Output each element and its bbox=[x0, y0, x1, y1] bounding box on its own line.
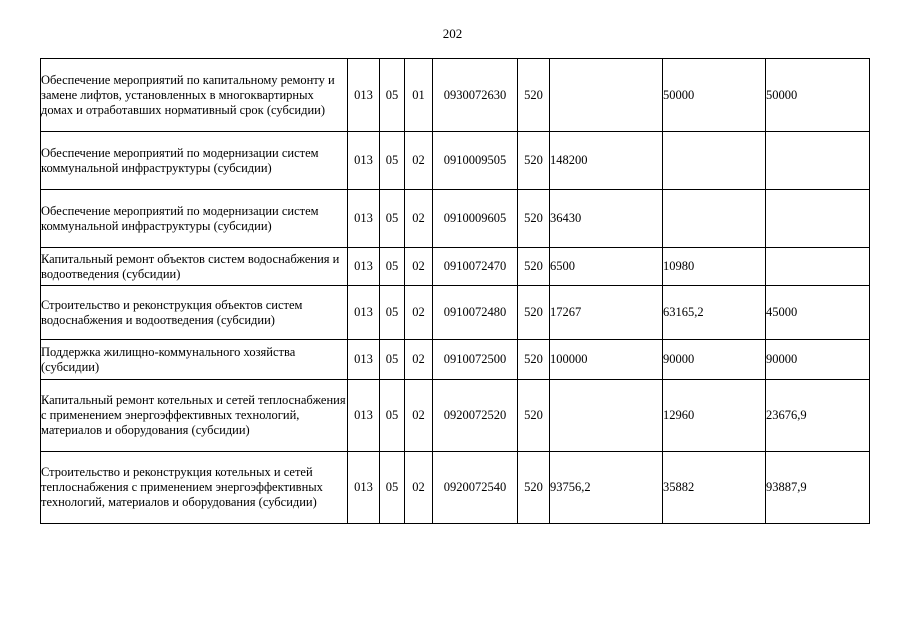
subsection-code: 01 bbox=[405, 59, 433, 132]
expense-type-code: 520 bbox=[518, 380, 550, 452]
target-article-code: 0910072470 bbox=[433, 248, 518, 286]
amount-year-2 bbox=[663, 190, 766, 248]
table-row bbox=[41, 452, 870, 524]
amount-year-2: 10980 bbox=[663, 248, 766, 286]
amount-year-1: 100000 bbox=[550, 340, 663, 380]
table-row bbox=[41, 59, 870, 132]
target-article-code: 0930072630 bbox=[433, 59, 518, 132]
amount-year-2: 50000 bbox=[663, 59, 766, 132]
ministry-code: 013 bbox=[348, 248, 380, 286]
section-code: 05 bbox=[380, 452, 405, 524]
ministry-code: 013 bbox=[348, 190, 380, 248]
amount-year-1: 17267 bbox=[550, 286, 663, 340]
subsection-code: 02 bbox=[405, 340, 433, 380]
budget-table bbox=[40, 58, 870, 524]
amount-year-3: 50000 bbox=[766, 59, 870, 132]
table-row bbox=[41, 286, 870, 340]
amount-year-2: 12960 bbox=[663, 380, 766, 452]
section-code: 05 bbox=[380, 132, 405, 190]
amount-year-1 bbox=[550, 380, 663, 452]
target-article-code: 0910009605 bbox=[433, 190, 518, 248]
section-code: 05 bbox=[380, 340, 405, 380]
amount-year-3: 93887,9 bbox=[766, 452, 870, 524]
ministry-code: 013 bbox=[348, 59, 380, 132]
target-article-code: 0920072520 bbox=[433, 380, 518, 452]
table-row bbox=[41, 340, 870, 380]
amount-year-3 bbox=[766, 132, 870, 190]
amount-year-1: 148200 bbox=[550, 132, 663, 190]
amount-year-2: 90000 bbox=[663, 340, 766, 380]
expense-type-code: 520 bbox=[518, 340, 550, 380]
expense-type-code: 520 bbox=[518, 59, 550, 132]
row-name: Строительство и реконструкция объектов систем водоснабжения и водоотведения (субсидии) bbox=[41, 286, 348, 340]
ministry-code: 013 bbox=[348, 452, 380, 524]
target-article-code: 0910072500 bbox=[433, 340, 518, 380]
row-name: Капитальный ремонт котельных и сетей теплоснабжения с применением энергоэффективных технологий, материалов и оборудования (субсидии) bbox=[41, 380, 348, 452]
amount-year-3: 45000 bbox=[766, 286, 870, 340]
row-name: Поддержка жилищно-коммунального хозяйства (субсидии) bbox=[41, 340, 348, 380]
section-code: 05 bbox=[380, 248, 405, 286]
amount-year-3 bbox=[766, 190, 870, 248]
amount-year-3 bbox=[766, 248, 870, 286]
section-code: 05 bbox=[380, 59, 405, 132]
expense-type-code: 520 bbox=[518, 132, 550, 190]
section-code: 05 bbox=[380, 190, 405, 248]
subsection-code: 02 bbox=[405, 132, 433, 190]
amount-year-3: 90000 bbox=[766, 340, 870, 380]
table-row bbox=[41, 132, 870, 190]
subsection-code: 02 bbox=[405, 286, 433, 340]
subsection-code: 02 bbox=[405, 248, 433, 286]
row-name: Строительство и реконструкция котельных и сетей теплоснабжения с применением энергоэффективных технологий, материалов и оборудования (субсидии) bbox=[41, 452, 348, 524]
amount-year-2 bbox=[663, 132, 766, 190]
subsection-code: 02 bbox=[405, 190, 433, 248]
table-row bbox=[41, 248, 870, 286]
subsection-code: 02 bbox=[405, 380, 433, 452]
ministry-code: 013 bbox=[348, 286, 380, 340]
amount-year-2: 63165,2 bbox=[663, 286, 766, 340]
table-row bbox=[41, 380, 870, 452]
expense-type-code: 520 bbox=[518, 248, 550, 286]
row-name: Обеспечение мероприятий по модернизации систем коммунальной инфраструктуры (субсидии) bbox=[41, 190, 348, 248]
target-article-code: 0910009505 bbox=[433, 132, 518, 190]
amount-year-2: 35882 bbox=[663, 452, 766, 524]
expense-type-code: 520 bbox=[518, 190, 550, 248]
page-number: 202 bbox=[442, 26, 463, 41]
expense-type-code: 520 bbox=[518, 452, 550, 524]
amount-year-1: 36430 bbox=[550, 190, 663, 248]
table-row bbox=[41, 190, 870, 248]
expense-type-code: 520 bbox=[518, 286, 550, 340]
amount-year-3: 23676,9 bbox=[766, 380, 870, 452]
row-name: Обеспечение мероприятий по капитальному ремонту и замене лифтов, установленных в многоквартирных домах и отработавших нормативный срок (субсидии) bbox=[41, 59, 348, 132]
target-article-code: 0910072480 bbox=[433, 286, 518, 340]
amount-year-1: 93756,2 bbox=[550, 452, 663, 524]
amount-year-1: 6500 bbox=[550, 248, 663, 286]
section-code: 05 bbox=[380, 380, 405, 452]
section-code: 05 bbox=[380, 286, 405, 340]
ministry-code: 013 bbox=[348, 340, 380, 380]
row-name: Обеспечение мероприятий по модернизации систем коммунальной инфраструктуры (субсидии) bbox=[41, 132, 348, 190]
ministry-code: 013 bbox=[348, 132, 380, 190]
row-name: Капитальный ремонт объектов систем водоснабжения и водоотведения (субсидии) bbox=[41, 248, 348, 286]
amount-year-1 bbox=[550, 59, 663, 132]
table-body bbox=[41, 59, 870, 524]
target-article-code: 0920072540 bbox=[433, 452, 518, 524]
ministry-code: 013 bbox=[348, 380, 380, 452]
subsection-code: 02 bbox=[405, 452, 433, 524]
